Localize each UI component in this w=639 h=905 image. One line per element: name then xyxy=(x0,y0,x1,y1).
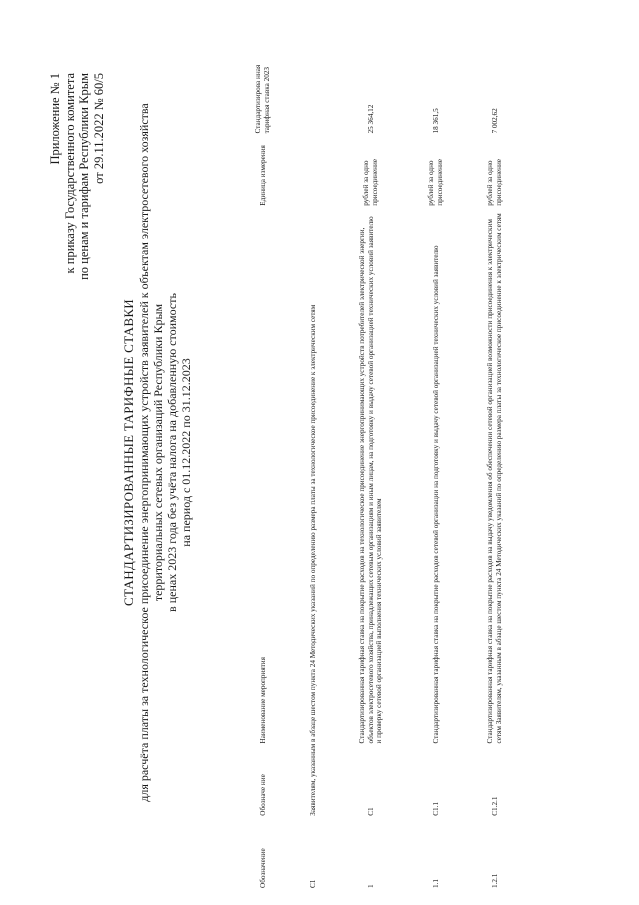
cell-mark: С1.1 xyxy=(431,801,440,816)
cell-unit: рублей за одно присоединение xyxy=(362,159,379,206)
table-row xyxy=(335,45,407,891)
cell-name: Стандартизированная тарифная ставка на покрытие расходов на технологическое присоединение энергопринимающих устройств потребителей электрической энергии, объектов электросетевого хозяйства, принадлежащих сетевым организациям и иным лицам, на подготовку и выдачу сетевой организацией технических условий заявителю и проверку сетевой организацией выполнения технических условий заявителем xyxy=(358,216,384,744)
appendix-line-3: по ценам и тарифам Республики Крым xyxy=(77,73,91,280)
cell-name: Стандартизированная тарифная ставка на покрытие расходов на выдачу уведомления об обеспечении сетевой организацией возможности присоединения к электрическим сетям Заявителям, указанным в абзаце шестом пункта 24 Методических указаний по определению размера платы за технологическое присоединение к электрическим сетям xyxy=(486,213,503,744)
document-title xyxy=(122,0,193,905)
cell-name: Заявителям, указанным в абзаце шестом пункта 24 Методических указаний по определению размера платы за технологическое присоединение к электрическим сетям xyxy=(308,304,317,816)
header-name: Наименование мероприятия xyxy=(258,657,267,744)
cell-code: 1.2.1 xyxy=(490,873,499,888)
title-main: СТАНДАРТИЗИРОВАННЫЕ ТАРИФНЫЕ СТАВКИ xyxy=(121,299,136,607)
header-mark: Обозначе ние xyxy=(258,774,267,816)
cell-name: Стандартизированная тарифная ставка на покрытие расходов сетевой организации на подготовку и выдачу сетевой организацией технических условий заявителю xyxy=(431,245,440,744)
cell-value: 7 002,62 xyxy=(490,108,499,134)
title-line-5: на период с 01.12.2022 по 31.12.2023 xyxy=(179,358,193,547)
title-line-4: в ценах 2023 года без учёта налога на добавленную стоимость xyxy=(165,293,179,612)
appendix-line-1: Приложение № 1 xyxy=(48,73,62,165)
cell-code: 1.1 xyxy=(431,879,440,888)
cell-code: С1 xyxy=(308,879,317,888)
header-value: Стандартизирова нная тарифная ставка 2023 xyxy=(254,64,271,134)
cell-code: 1 xyxy=(366,884,375,888)
cell-mark: С1.2.1 xyxy=(490,796,499,816)
title-line-3: территориальных сетевых организаций Республики Крым xyxy=(151,303,165,602)
table-row xyxy=(465,45,525,891)
cell-unit: рублей за одно присоединение xyxy=(427,159,444,206)
title-line-2: для расчёта платы за технологическое присоединение энергопринимающих устройств заявителей к объектам электросетевого хозяйства xyxy=(137,103,151,802)
table-header-row xyxy=(235,45,291,891)
table-row xyxy=(407,45,465,891)
cell-value: 25 364,12 xyxy=(366,104,375,134)
cell-mark: С1 xyxy=(366,807,375,816)
header-code: Обозначение xyxy=(258,848,267,888)
cell-unit: рублей за одно присоединение xyxy=(486,159,503,206)
appendix-line-4: от 29.11.2022 № 60/5 xyxy=(91,73,106,184)
table-row xyxy=(291,45,335,891)
cell-value: 18 361,5 xyxy=(431,108,440,134)
header-unit: Единица измерения xyxy=(258,145,267,206)
appendix-header xyxy=(48,73,106,403)
rates-table xyxy=(235,45,525,891)
appendix-line-2: к приказу Государственного комитета xyxy=(62,73,77,274)
